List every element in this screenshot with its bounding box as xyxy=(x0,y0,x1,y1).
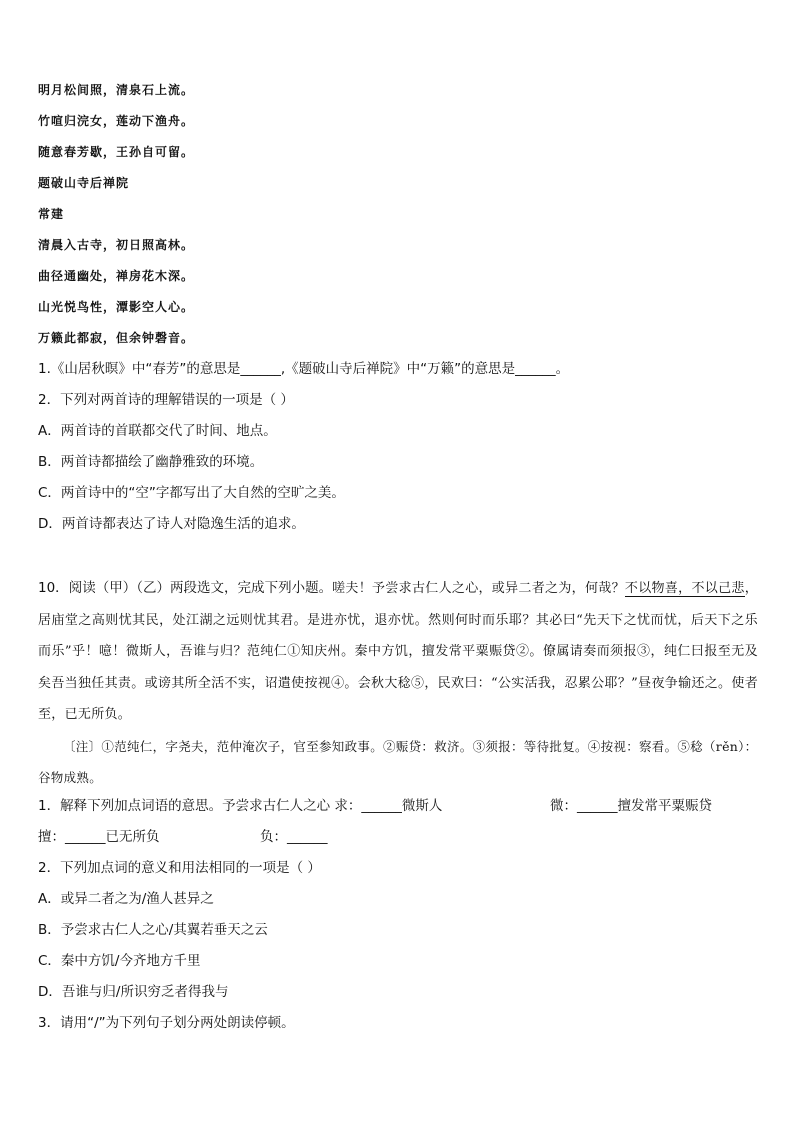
poem2 xyxy=(38,171,758,357)
option-a: A．或异二者之为/渔人甚异之 xyxy=(38,890,214,907)
document-page xyxy=(38,78,758,1042)
question-10-1-part: 擅：______已无所负 xyxy=(38,828,160,845)
option-b: B．两首诗都描绘了幽静雅致的环境。 xyxy=(38,454,264,470)
question-9-1: 1.《山居秋暝》中“春芳”的意思是______,《题破山寺后禅院》中“万籁”的意思是______。 xyxy=(38,361,570,377)
poem1 xyxy=(38,78,758,171)
underlined-phrase: 不以物喜，不以己悲 xyxy=(624,581,745,596)
reading-passage xyxy=(38,573,758,731)
question-10-1-row xyxy=(38,794,758,825)
option-a: A．两首诗的首联都交代了时间、地点。 xyxy=(38,423,277,439)
question-10-1-part: 微：______擅发常平粟赈贷 xyxy=(550,797,712,814)
question-10-1-part: 负：______ xyxy=(260,828,328,845)
poem-line: 万籁此都寂，但余钟磬音。 xyxy=(38,331,195,345)
poem-title: 题破山寺后禅院 xyxy=(38,176,130,190)
question-10-lead: 10．阅读（甲）（乙）两段选文，完成下列小题。 xyxy=(38,580,333,596)
poem-line: 清晨入古寺，初日照高林。 xyxy=(38,238,195,252)
poem-line: 曲径通幽处，禅房花木深。 xyxy=(38,269,195,283)
passage-text: ，居庙堂之高则忧其民，处江湖之远则忧其君。是进亦忧，退亦忧。然则何时而乐耶？其必曰“先天下之忧而忧，后天下之乐而乐”乎！噫！微斯人，吾谁与归？范纯仁①知庆州。秦中方饥，擅发常平粟赈贷②。僚属请奏而须报③，纯仁曰报至无及矣吾当独任其责。或谤其所全活不实，诏遣使按视④。会秋大稔⑤，民欢曰：“公实活我，忍累公耶？”昼夜争输还之。使者至，已无所负。 xyxy=(38,581,758,722)
question-9-2: 2．下列对两首诗的理解错误的一项是（ ） xyxy=(38,392,294,408)
annotation-note: 〔注〕①范纯仁，字尧夫，范仲淹次子，官至参知政事。②赈贷：救济。③须报：等待批复。④按视：察看。⑤稔（rěn）：谷物成熟。 xyxy=(38,738,758,785)
question-10-2: 2．下列加点词的意义和用法相同的一项是（ ） xyxy=(38,859,321,876)
spacer xyxy=(38,543,758,573)
question-10-3: 3．请用“/”为下列句子划分两处朗读停顿。 xyxy=(38,1014,295,1031)
passage-text: 嗟夫！予尝求古仁人之心，或异二者之为，何哉？ xyxy=(332,581,625,596)
question-9 xyxy=(38,357,758,543)
question-10 xyxy=(38,573,758,1042)
option-d: D．吾谁与归/所识穷乏者得我与 xyxy=(38,983,229,1000)
poem-line: 明月松间照，清泉石上流。 xyxy=(38,83,195,97)
option-b: B．予尝求古仁人之心/其翼若垂天之云 xyxy=(38,921,268,938)
question-10-1-row xyxy=(38,825,758,856)
poem-line: 山光悦鸟性，潭影空人心。 xyxy=(38,300,195,314)
poem-line: 竹喧归浣女，莲动下渔舟。 xyxy=(38,114,195,128)
option-c: C．两首诗中的“空”字都写出了大自然的空旷之美。 xyxy=(38,485,345,501)
poem-line: 随意春芳歇，王孙自可留。 xyxy=(38,145,195,159)
poem-author: 常建 xyxy=(38,207,65,221)
question-10-1-part: 1．解释下列加点词语的意思。予尝求古仁人之心 求：______微斯人 xyxy=(38,797,443,814)
option-d: D．两首诗都表达了诗人对隐逸生活的追求。 xyxy=(38,516,305,532)
option-c: C．秦中方饥/今齐地方千里 xyxy=(38,952,201,969)
